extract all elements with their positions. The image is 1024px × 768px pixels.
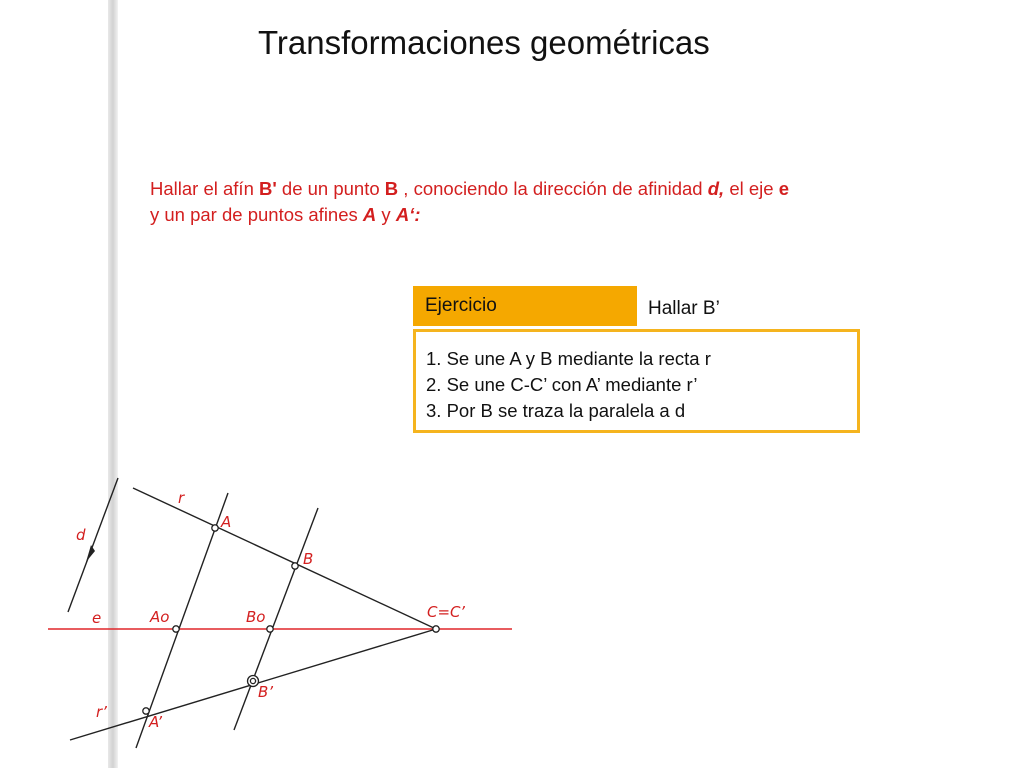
label-d: d: [76, 526, 86, 544]
label-a: A: [221, 513, 232, 531]
statement-text-1: Hallar el afín: [150, 178, 259, 199]
label-b-prime: B’: [258, 683, 274, 701]
label-a-prime: A’: [149, 713, 163, 731]
exercise-goal: Hallar B’: [648, 298, 720, 319]
statement-text-4: el eje: [724, 178, 779, 199]
step-1: 1. Se une A y B mediante la recta r: [426, 348, 711, 369]
statement-b-prime: B': [259, 178, 277, 199]
label-c-equals-c-prime: C=C’: [427, 603, 465, 621]
slide-title: Transformaciones geométricas: [258, 24, 710, 61]
point-c: [433, 626, 439, 632]
point-a: [212, 525, 218, 531]
line-r: [133, 488, 436, 629]
statement-text-6: y: [376, 204, 396, 225]
label-r-prime: r’: [96, 703, 107, 721]
point-b: [292, 563, 298, 569]
statement-text-3: , conociendo la dirección de afinidad: [398, 178, 708, 199]
statement-a: A: [362, 204, 377, 225]
label-bo: Bo: [246, 608, 266, 626]
direction-arrow-icon: [86, 545, 95, 562]
step-2: 2. Se une C-C’ con A’ mediante r’: [426, 374, 698, 395]
label-ao: Ao: [150, 608, 170, 626]
step-3: 3. Por B se traza la paralela a d: [426, 400, 686, 421]
point-ao: [173, 626, 179, 632]
point-b-prime: [250, 678, 255, 683]
label-b: B: [303, 550, 314, 568]
statement-b: B: [384, 178, 399, 199]
direction-d-line: [68, 478, 118, 612]
label-r: r: [178, 489, 185, 507]
point-bo: [267, 626, 273, 632]
exercise-header: Ejercicio: [413, 286, 637, 326]
statement-text-5: y un par de puntos afines: [150, 204, 363, 225]
label-e: e: [92, 609, 102, 627]
statement-a-prime: A‘:: [395, 204, 421, 225]
statement-e: e: [778, 178, 789, 199]
statement-d: d,: [707, 178, 725, 199]
statement-text-2: de un punto: [276, 178, 385, 199]
